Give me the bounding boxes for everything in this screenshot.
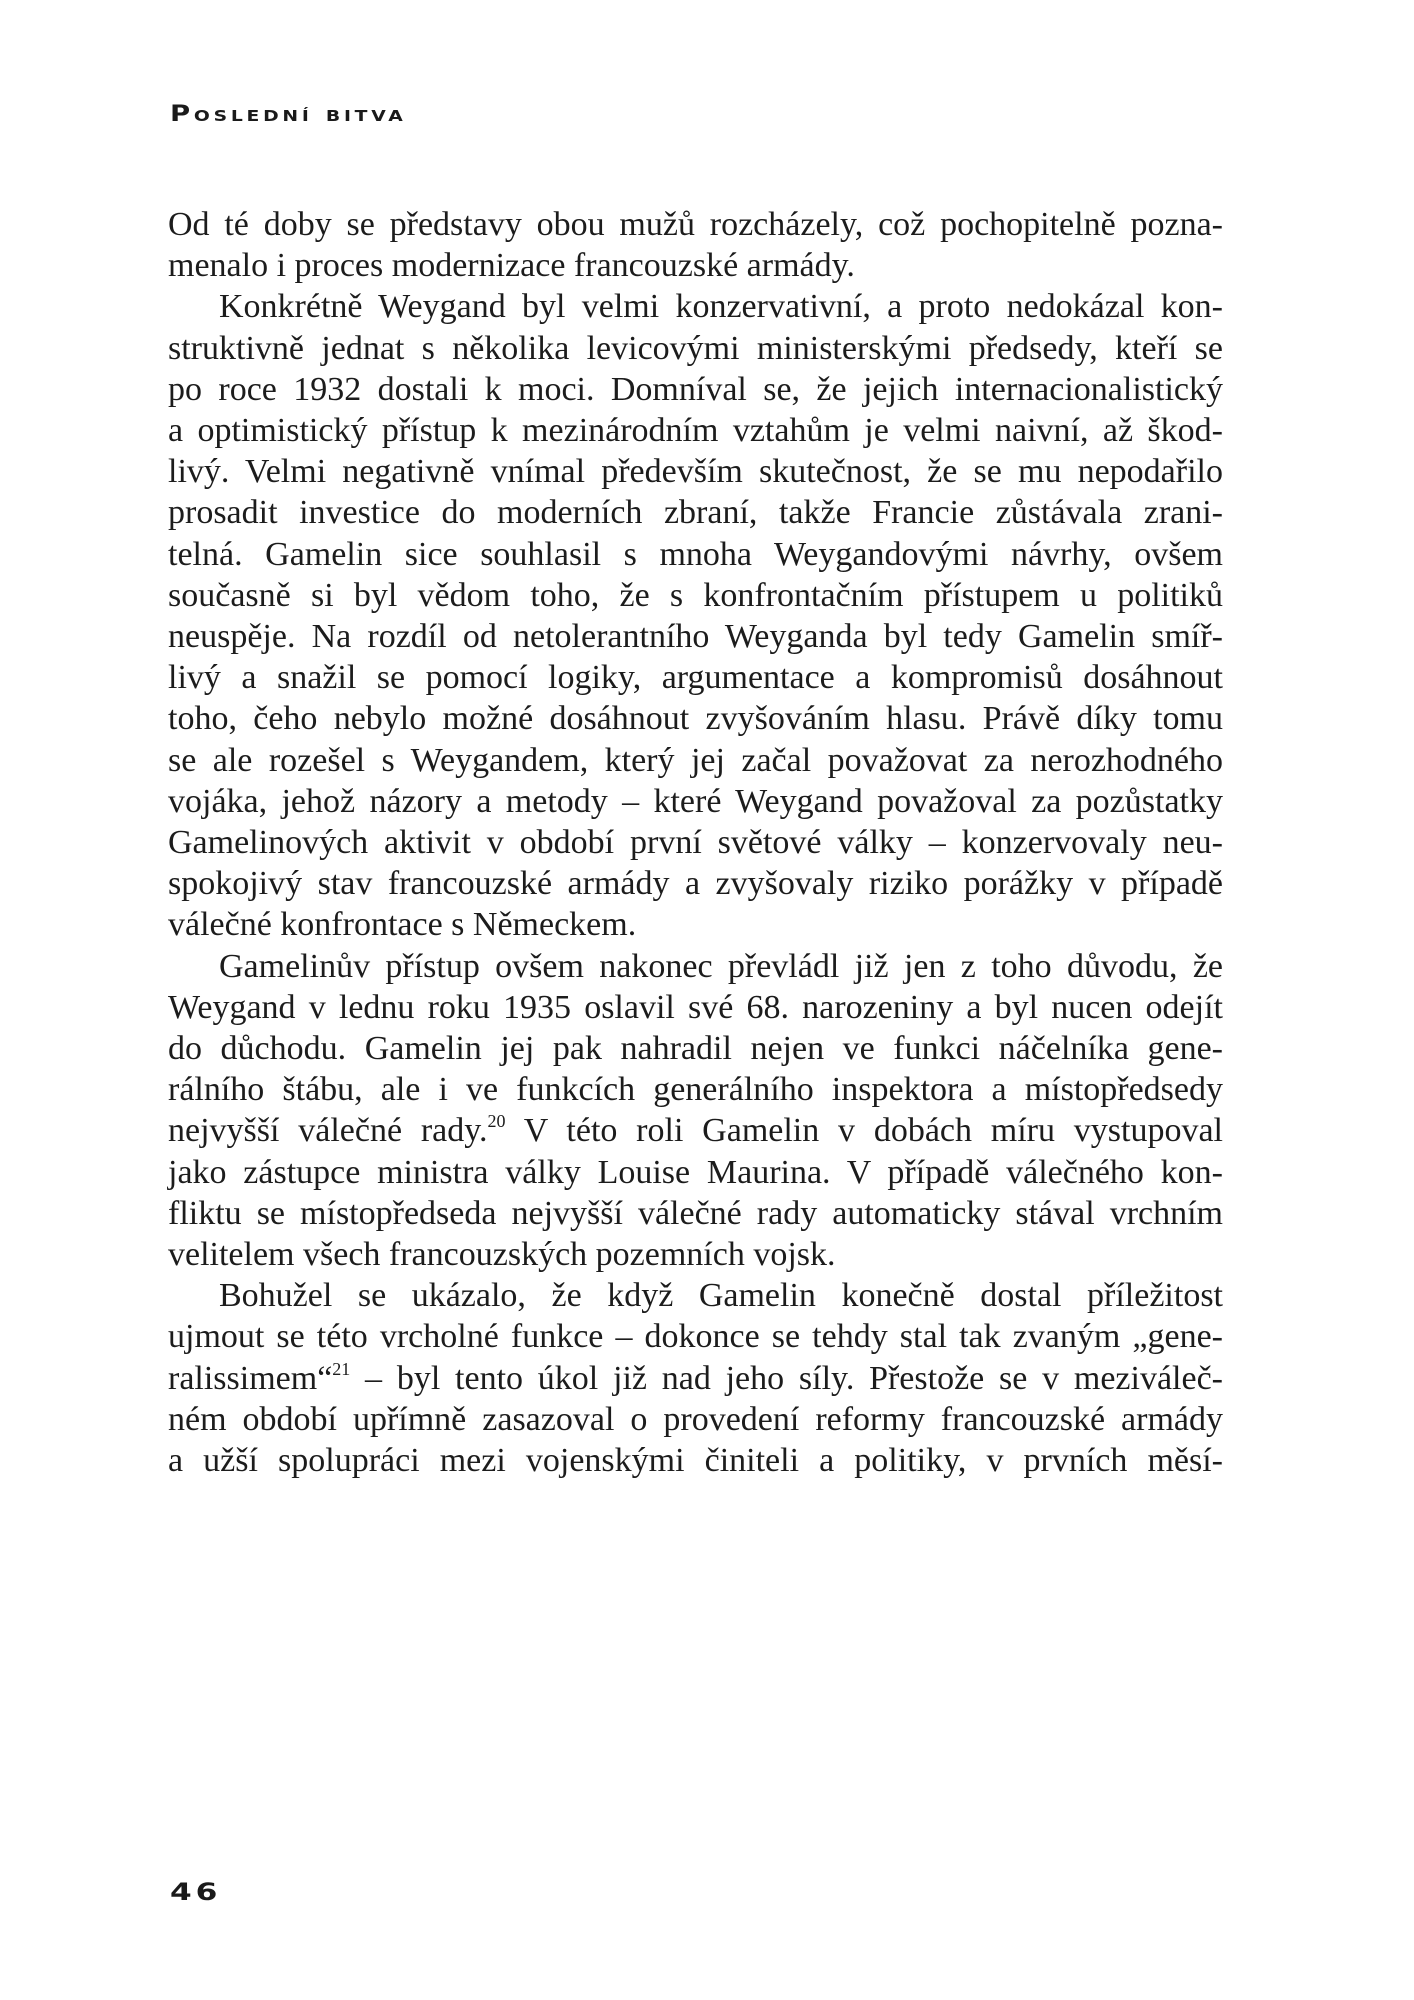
text-line bbox=[168, 1275, 1223, 1316]
text-line-content: současně si byl vědom toho, že s konfrontačním přístupem u politiků bbox=[168, 576, 1223, 614]
text-line bbox=[168, 204, 1223, 245]
text-line-content: po roce 1932 dostali k moci. Domníval se, že jejich internacionalistický bbox=[168, 370, 1223, 408]
text-line-content: ralissimem“ bbox=[168, 1359, 333, 1397]
text-line bbox=[168, 946, 1223, 987]
text-line-content: menalo i proces modernizace francouzské armády. bbox=[168, 247, 855, 285]
text-line bbox=[168, 1399, 1223, 1440]
text-line bbox=[168, 451, 1223, 492]
text-line-content: livý a snažil se pomocí logiky, argumentace a kompromisů dosáhnout bbox=[168, 659, 1223, 697]
text-line-content: jako zástupce ministra války Louise Maurina. V případě válečného kon- bbox=[168, 1153, 1223, 1191]
text-line-content: Od té doby se představy obou mužů rozcházely, což pochopitelně pozna- bbox=[168, 206, 1223, 243]
page-number: 46 bbox=[170, 1878, 222, 1906]
text-line-content: velitelem všech francouzských pozemních vojsk. bbox=[168, 1236, 836, 1273]
text-line bbox=[168, 1193, 1223, 1234]
text-line-content: struktivně jednat s několika levicovými ministerskými předsedy, kteří se bbox=[168, 329, 1223, 367]
text-line bbox=[168, 1358, 1223, 1399]
text-line-content: nejvyšší válečné rady. bbox=[168, 1112, 488, 1150]
text-line-content: prosadit investice do moderních zbraní, takže Francie zůstávala zrani- bbox=[168, 494, 1223, 532]
text-line-content: vojáka, jehož názory a metody – které Weygand považoval za pozůstatky bbox=[168, 782, 1223, 820]
text-line-content: Weygand v lednu roku 1935 oslavil své 68. narozeniny a byl nucen odejít bbox=[168, 988, 1223, 1026]
text-line bbox=[168, 863, 1223, 904]
text-line bbox=[168, 1028, 1223, 1069]
text-line bbox=[168, 1234, 1223, 1275]
text-line bbox=[168, 1316, 1223, 1357]
text-line-content: livý. Velmi negativně vnímal především skutečnost, že se mu nepodařilo bbox=[168, 453, 1223, 491]
text-line bbox=[168, 987, 1223, 1028]
text-line-content: toho, čeho nebylo možné dosáhnout zvyšováním hlasu. Právě díky tomu bbox=[168, 700, 1223, 738]
text-line-content: a užší spolupráci mezi vojenskými činiteli a politiky, v prvních měsí- bbox=[168, 1442, 1223, 1479]
text-line bbox=[168, 904, 1223, 945]
text-line-content: a optimistický přístup k mezinárodním vztahům je velmi naivní, až škod- bbox=[168, 412, 1223, 449]
text-line-content: spokojivý stav francouzské armády a zvyšovaly riziko porážky v případě bbox=[168, 865, 1223, 903]
text-line-content: ném období upřímně zasazoval o provedení reformy francouzské armády bbox=[168, 1400, 1223, 1438]
text-line-content: Gamelinových aktivit v období první světové války – konzervovaly neu- bbox=[168, 824, 1223, 861]
text-line-content: rálního štábu, ale i ve funkcích generálního inspektora a místopředsedy bbox=[168, 1071, 1223, 1109]
text-line-content: Gamelinův přístup ovšem nakonec převládl již jen z toho důvodu, že bbox=[219, 947, 1223, 985]
footnote-reference[interactable]: 20 bbox=[487, 1111, 506, 1132]
text-line bbox=[168, 698, 1223, 739]
text-line bbox=[168, 822, 1223, 863]
running-head: Poslední bitva bbox=[170, 102, 407, 127]
text-line-content: Bohužel se ukázalo, že když Gamelin konečně dostal příležitost bbox=[219, 1277, 1223, 1315]
text-line bbox=[168, 740, 1223, 781]
text-line bbox=[168, 1440, 1223, 1481]
footnote-reference[interactable]: 21 bbox=[332, 1358, 351, 1379]
text-line bbox=[168, 369, 1223, 410]
text-line-content: Konkrétně Weygand byl velmi konzervativní, a proto nedokázal kon- bbox=[219, 288, 1223, 326]
text-line-content: do důchodu. Gamelin jej pak nahradil nejen ve funkci náčelníka gene- bbox=[168, 1030, 1223, 1067]
text-line bbox=[168, 410, 1223, 451]
text-line-content: neuspěje. Na rozdíl od netolerantního Weyganda byl tedy Gamelin smíř- bbox=[168, 618, 1223, 655]
text-line bbox=[168, 328, 1223, 369]
text-line bbox=[168, 1152, 1223, 1193]
text-line bbox=[168, 657, 1223, 698]
text-line bbox=[168, 1069, 1223, 1110]
text-line bbox=[168, 575, 1223, 616]
text-line-content: se ale rozešel s Weygandem, který jej začal považovat za nerozhodného bbox=[168, 741, 1223, 779]
text-line-content: válečné konfrontace s Německem. bbox=[168, 906, 637, 944]
text-line-content: fliktu se místopředseda nejvyšší válečné rady automaticky stával vrchním bbox=[168, 1194, 1223, 1232]
text-line bbox=[168, 1110, 1223, 1151]
text-line bbox=[168, 286, 1223, 327]
text-line-content: ujmout se této vrcholné funkce – dokonce se tehdy stal tak zvaným „gene- bbox=[168, 1318, 1223, 1356]
text-line-continuation: V této roli Gamelin v dobách míru vystupoval bbox=[505, 1112, 1223, 1150]
text-line bbox=[168, 245, 1223, 286]
text-line bbox=[168, 492, 1223, 533]
text-line bbox=[168, 534, 1223, 575]
text-line bbox=[168, 616, 1223, 657]
text-line-content: telná. Gamelin sice souhlasil s mnoha Weygandovými návrhy, ovšem bbox=[168, 535, 1223, 573]
text-line bbox=[168, 781, 1223, 822]
text-line-continuation: – byl tento úkol již nad jeho síly. Přestože se v meziváleč- bbox=[350, 1359, 1223, 1397]
